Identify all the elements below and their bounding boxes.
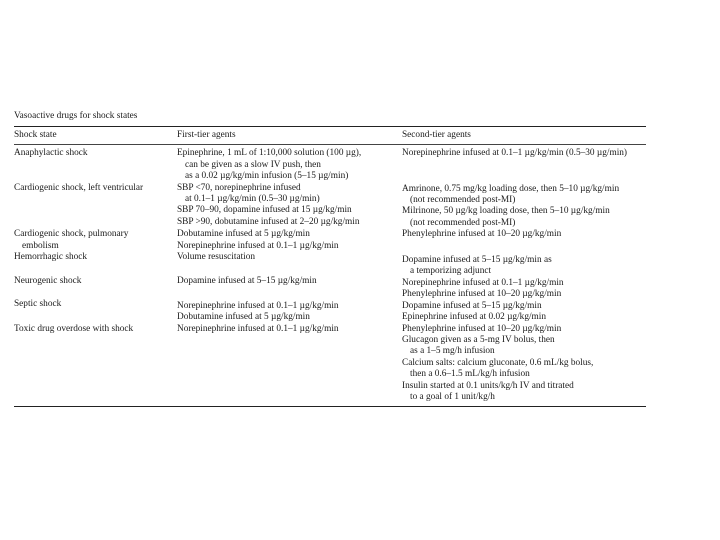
bottom-rule xyxy=(14,406,646,407)
header-first-tier: First-tier agents xyxy=(177,130,236,140)
cell-line: Cardiogenic shock, left ventricular xyxy=(14,182,144,193)
cell-line: SBP >90, dobutamine infused at 2–20 µg/kg/min xyxy=(177,216,360,227)
cell-line: Norepinephrine infused at 0.1–1 µg/kg/min xyxy=(177,300,339,311)
cell-line: Dopamine infused at 5–15 µg/kg/min xyxy=(402,300,542,311)
cell-line: Volume resuscitation xyxy=(177,252,256,263)
cell-line: Dobutamine infused at 5 µg/kg/min xyxy=(177,229,310,240)
cell-line: Neurogenic shock xyxy=(14,275,82,286)
cell-line: Phenylephrine infused at 10–20 µg/kg/min xyxy=(402,289,562,300)
cell-line: Norepinephrine infused at 0.1–1 µg/kg/min xyxy=(177,240,339,251)
cell-line: SBP 70–90, dopamine infused at 15 µg/kg/min xyxy=(177,205,352,216)
cell-line: Septic shock xyxy=(14,298,62,309)
cell-line: Insulin started at 0.1 units/kg/h IV and titrated xyxy=(402,380,574,391)
second-tier-cell xyxy=(402,229,646,252)
cell-line: as a 1–5 mg/h infusion xyxy=(410,346,495,357)
cell-line: Norepinephrine infused at 0.1–1 µg/kg/min xyxy=(402,277,564,288)
first-tier-cell xyxy=(177,275,402,301)
first-tier-cell xyxy=(177,183,402,230)
cell-line: Glucagon given as a 5-mg IV bolus, then xyxy=(402,334,555,345)
table-row xyxy=(14,183,646,230)
cell-line: Toxic drug overdose with shock xyxy=(14,323,134,334)
shock-state-cell xyxy=(14,148,177,182)
cell-line: Dopamine infused at 5–15 µg/kg/min xyxy=(177,275,317,286)
header-row xyxy=(14,127,646,145)
header-shock-state: Shock state xyxy=(14,130,57,140)
cell-line: embolism xyxy=(22,240,59,251)
shock-state-cell xyxy=(14,252,177,278)
table-body xyxy=(14,145,646,406)
shock-state-cell xyxy=(14,183,177,230)
shock-state-cell xyxy=(14,298,177,324)
cell-line: Phenylephrine infused at 10–20 µg/kg/min xyxy=(402,323,562,334)
first-tier-cell xyxy=(177,324,402,404)
vasoactive-drug-table xyxy=(14,127,646,406)
cell-line: (not recommended post-MI) xyxy=(410,217,516,228)
cell-line: Norepinephrine infused at 0.1–1 µg/kg/min (0.5–30 µg/min) xyxy=(402,148,628,159)
cell-line: a temporizing adjunct xyxy=(410,266,492,277)
table-caption: Vasoactive drugs for shock states xyxy=(14,111,138,121)
cell-line: Hemorrhagic shock xyxy=(14,252,88,263)
table-row xyxy=(14,301,646,324)
table-row xyxy=(14,324,646,404)
cell-line: Amrinone, 0.75 mg/kg loading dose, then 5–10 µg/kg/min xyxy=(402,183,620,194)
cell-line: Phenylephrine infused at 10–20 µg/kg/min xyxy=(402,229,562,240)
second-tier-cell xyxy=(402,324,646,404)
cell-line: Dobutamine infused at 5 µg/kg/min xyxy=(177,312,310,323)
table-row xyxy=(14,278,646,301)
second-tier-cell xyxy=(402,252,646,278)
shock-state-cell xyxy=(14,229,177,252)
first-tier-cell xyxy=(177,252,402,278)
cell-line: can be given as a slow IV push, then xyxy=(185,159,321,170)
cell-line: Anaphylactic shock xyxy=(14,148,88,159)
cell-line: to a goal of 1 unit/kg/h xyxy=(410,391,495,402)
cell-line: Norepinephrine infused at 0.1–1 µg/kg/min xyxy=(177,323,339,334)
cell-line: (not recommended post-MI) xyxy=(410,195,516,206)
second-tier-cell xyxy=(402,278,646,301)
cell-line: then a 0.6–1.5 mL/kg/h infusion xyxy=(410,369,530,380)
cell-line: Epinephrine infused at 0.02 µg/kg/min xyxy=(402,312,547,323)
cell-line: Epinephrine, 1 mL of 1:10,000 solution (100 µg), xyxy=(177,148,362,159)
cell-line: SBP <70, norepinephrine infused xyxy=(177,182,301,193)
cell-line: Dopamine infused at 5–15 µg/kg/min as xyxy=(402,255,552,266)
header-second-tier: Second-tier agents xyxy=(402,130,471,140)
table-row xyxy=(14,148,646,182)
cell-line: at 0.1–1 µg/kg/min (0.5–30 µg/min) xyxy=(185,194,320,205)
cell-line: Milrinone, 50 µg/kg loading dose, then 5–10 µg/kg/min xyxy=(402,206,610,217)
cell-line: as a 0.02 µg/kg/min infusion (5–15 µg/min) xyxy=(185,171,349,182)
shock-state-cell xyxy=(14,275,177,301)
table-row xyxy=(14,229,646,252)
first-tier-cell xyxy=(177,148,402,182)
table-row xyxy=(14,252,646,278)
first-tier-cell xyxy=(177,229,402,252)
second-tier-cell xyxy=(402,148,646,182)
first-tier-cell xyxy=(177,301,402,324)
shock-state-cell xyxy=(14,324,177,404)
second-tier-cell xyxy=(402,301,646,324)
cell-line: Cardiogenic shock, pulmonary xyxy=(14,229,129,240)
cell-line: Calcium salts: calcium gluconate, 0.6 mL/kg bolus, xyxy=(402,357,594,368)
second-tier-cell xyxy=(402,183,646,230)
drug-table-figure xyxy=(14,111,646,407)
